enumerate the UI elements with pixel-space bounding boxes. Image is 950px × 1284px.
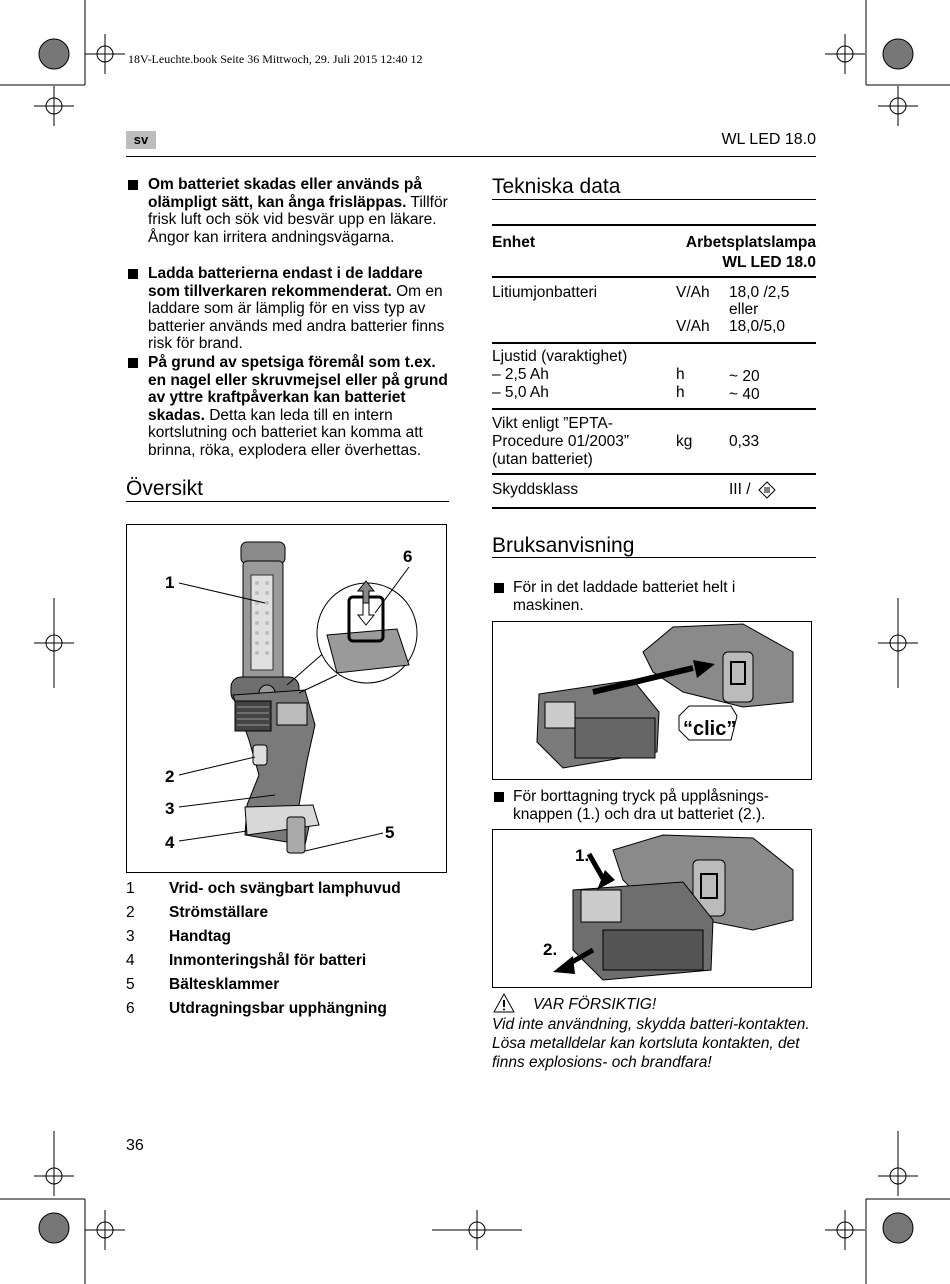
light-50-value: ~ 40 [729,386,760,403]
fig-step-2: 2. [543,940,558,959]
light-50-label: – 5,0 Ah [492,384,549,401]
caution-text: Vid inte användning, skydda batteri-kontakten. Lösa metalldelar kan kortsluta kontakten, det finns explosions- och brandfara! [492,1016,810,1071]
callout-3: 3 [165,799,175,818]
safety-bullet-2 [148,265,453,353]
table-header-row [492,226,816,276]
legend-item: 5 Bältesklammer [126,976,280,993]
battery-value: 18,0/5,0 [729,318,786,335]
header-rule [126,156,816,157]
table-row-weight [492,410,816,473]
tech-data-table [492,224,816,509]
tech-data-heading: Tekniska data [492,175,621,198]
remove-battery-figure [492,829,812,988]
weight-label: (utan batteriet) [492,451,593,468]
starburst-mark-br [883,1213,913,1243]
weight-unit: kg [676,433,693,450]
protection-value: III / [729,481,751,498]
safety-bullet-1-text: Tillför frisk luft och sök vid besvär upp en läkare. Ångor kan irritera andningsvägarna. [148,193,448,246]
table-row-protection-class [492,475,816,507]
table-row-battery [492,278,816,342]
usage-heading-rule [492,557,816,558]
battery-or: eller [729,301,759,318]
legend-item: 3 Handtag [126,928,231,945]
weight-label: Vikt enligt ”EPTA- [492,415,613,432]
protection-class-iii-icon [758,481,776,499]
callout-5: 5 [385,823,395,842]
clic-label: “clic” [683,718,737,740]
battery-label: Litiumjonbatteri [492,284,598,301]
safety-bullet-3-bold: På grund av spetsiga föremål som t.ex. en nagel eller skruvmejsel eller på grund av yttre kraftpåverkan kan batteriet skadas. [148,354,448,424]
legend-item: 4 Inmonteringshål för batteri [126,952,367,969]
bullet-marker [494,792,504,802]
battery-value: 18,0 /2,5 [729,284,790,301]
overview-rule [126,501,449,502]
light-time-label: Ljustid (varaktighet) [492,348,628,365]
callout-2: 2 [165,767,175,786]
callout-4: 4 [165,833,175,852]
usage-heading: Bruksanvisning [492,534,635,557]
warning-triangle-icon [493,993,515,1013]
work-lamp-illustration [127,525,446,872]
weight-label: Procedure 01/2003” [492,433,630,450]
step-insert-battery: För in det laddade batteriet helt i maskinen. [513,579,736,614]
safety-bullet-3 [148,354,453,460]
fig-step-1: 1. [575,846,590,865]
table-header-model: WL LED 18.0 [722,254,816,271]
bullet-marker [128,180,138,190]
starburst-mark-bl [39,1213,69,1243]
legend-item: 2 Strömställare [126,904,269,921]
book-info-line: 18V-Leuchte.book Seite 36 Mittwoch, 29. Juli 2015 12:40 12 [128,52,423,66]
legend-item: 6 Utdragningsbar upphängning [126,1000,387,1017]
battery-unit: V/Ah [676,284,710,301]
callout-6: 6 [403,547,413,566]
legend-item: 1 Vrid- och svängbart lamphuvud [126,880,401,897]
safety-bullet-2-bold: Ladda batterierna endast i de laddare som tillverkaren rekommenderat. [148,265,423,300]
battery-insert-illustration [493,622,811,779]
overview-figure [126,524,447,873]
callout-1: 1 [165,573,175,592]
safety-bullet-1-bold: Om batteriet skadas eller används på olämpligt sätt, kan ånga frisläppas. [148,176,422,211]
page-number: 36 [126,1137,144,1154]
tech-heading-rule [492,199,816,200]
starburst-mark-tl [39,39,69,69]
light-unit: h [676,384,685,401]
safety-bullet-2-text: Om en laddare som är lämplig för en viss typ av batterier används med andra batterier finns risk för brand. [148,282,445,353]
page-header-model: WL LED 18.0 [721,131,816,148]
battery-remove-illustration [493,830,811,987]
safety-bullet-3-text: Detta kan leda till en intern kortslutning och batteriet kan komma att brinna, röka, explodera eller överhettas. [148,406,423,459]
table-row-light-time [492,344,816,408]
battery-unit: V/Ah [676,318,710,335]
caution-title: VAR FÖRSIKTIG! [533,996,657,1013]
light-unit: h [676,366,685,383]
step-remove-battery: För borttagning tryck på upplåsnings-knappen (1.) och dra ut batteriet (2.). [513,788,769,823]
table-rule-bottom [492,507,816,509]
bullet-marker [494,583,504,593]
safety-bullet-1 [148,176,453,246]
bullet-marker [128,358,138,368]
language-badge: sv [126,131,156,149]
table-header-unit: Enhet [492,234,536,251]
light-25-label: – 2,5 Ah [492,366,549,383]
weight-value: 0,33 [729,433,760,450]
overview-heading: Översikt [126,477,204,500]
light-25-value: ~ 20 [729,368,760,385]
protection-label: Skyddsklass [492,481,579,498]
table-header-product: Arbetsplatslampa [685,234,816,251]
insert-battery-figure [492,621,812,780]
starburst-mark-tr [883,39,913,69]
bullet-marker [128,269,138,279]
